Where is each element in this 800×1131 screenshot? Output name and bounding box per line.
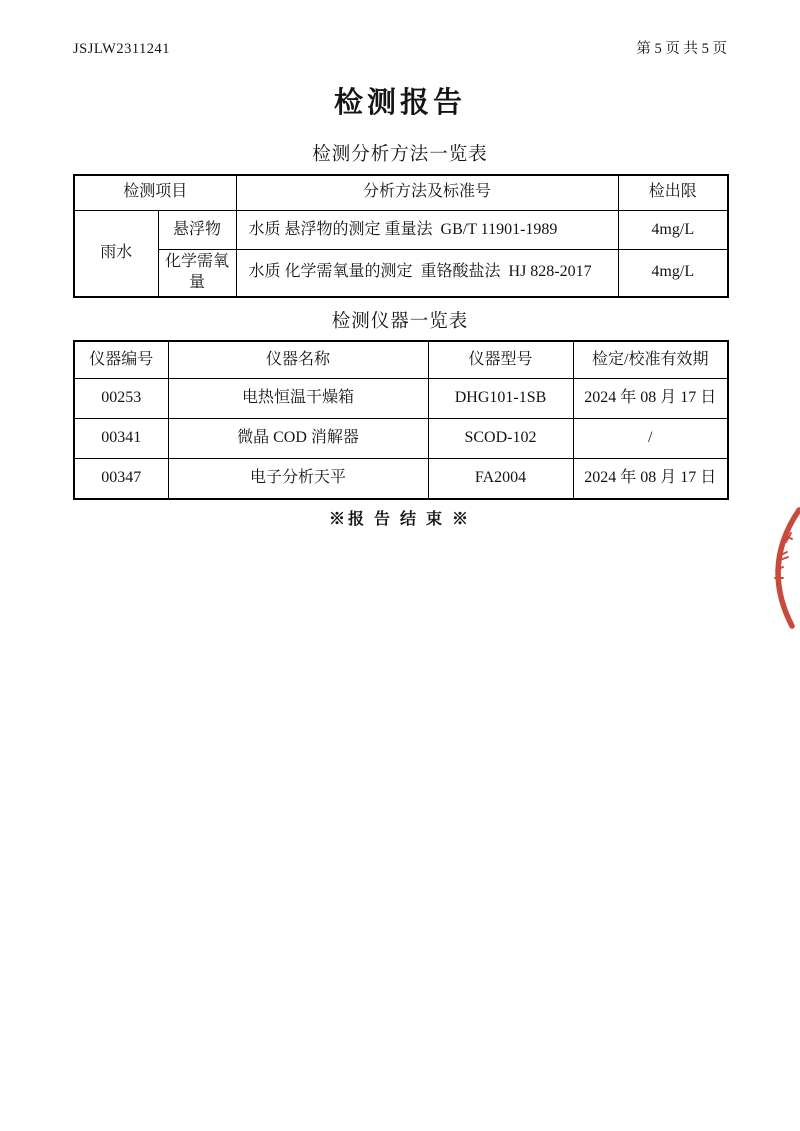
instrument-id-cell: 00347	[74, 459, 168, 499]
limit-cell: 4mg/L	[618, 250, 728, 297]
page-indicator: 第 5 页 共 5 页	[636, 41, 727, 57]
instrument-id-cell: 00253	[74, 379, 168, 419]
method-cell: 水质 化学需氧量的测定 重铬酸盐法 HJ 828-2017	[236, 250, 618, 297]
instruments-table	[73, 340, 729, 500]
table-row	[74, 459, 728, 499]
instruments-table-title: 检测仪器一览表	[331, 311, 469, 332]
limit-cell: 4mg/L	[618, 211, 728, 250]
instruments-table-header-row	[74, 341, 728, 379]
header-detection-limit: 检出限	[618, 175, 728, 211]
instrument-model-cell: SCOD-102	[428, 419, 573, 459]
instrument-name-cell: 电热恒温干燥箱	[168, 379, 428, 419]
table-row	[74, 211, 728, 250]
instrument-model-cell: FA2004	[428, 459, 573, 499]
sample-type-cell: 雨水	[74, 211, 158, 297]
report-end-note: ※报 告 结 束 ※	[328, 510, 471, 528]
calibration-validity-cell: /	[573, 419, 728, 459]
header-instrument-name: 仪器名称	[168, 341, 428, 379]
table-row	[74, 419, 728, 459]
instrument-name-cell: 微晶 COD 消解器	[168, 419, 428, 459]
parameter-cell: 悬浮物	[158, 211, 236, 250]
methods-table-title: 检测分析方法一览表	[312, 145, 488, 166]
table-row	[74, 379, 728, 419]
methods-table	[73, 174, 729, 298]
methods-table-header-row	[74, 175, 728, 211]
header-test-item: 检测项目	[74, 175, 236, 211]
calibration-validity-cell: 2024 年 08 月 17 日	[573, 459, 728, 499]
header-instrument-id: 仪器编号	[74, 341, 168, 379]
header-calibration-validity: 检定/校准有效期	[573, 341, 728, 379]
parameter-cell: 化学需氧量	[158, 250, 236, 297]
calibration-validity-cell: 2024 年 08 月 17 日	[573, 379, 728, 419]
document-number: JSJLW2311241	[73, 41, 171, 57]
instrument-name-cell: 电子分析天平	[168, 459, 428, 499]
table-row	[74, 250, 728, 297]
report-title: 检测报告	[333, 87, 466, 119]
instrument-model-cell: DHG101-1SB	[428, 379, 573, 419]
page-header	[73, 0, 727, 58]
method-cell: 水质 悬浮物的测定 重量法 GB/T 11901-1989	[236, 211, 618, 250]
header-instrument-model: 仪器型号	[428, 341, 573, 379]
header-analysis-method: 分析方法及标准号	[236, 175, 618, 211]
instrument-id-cell: 00341	[74, 419, 168, 459]
